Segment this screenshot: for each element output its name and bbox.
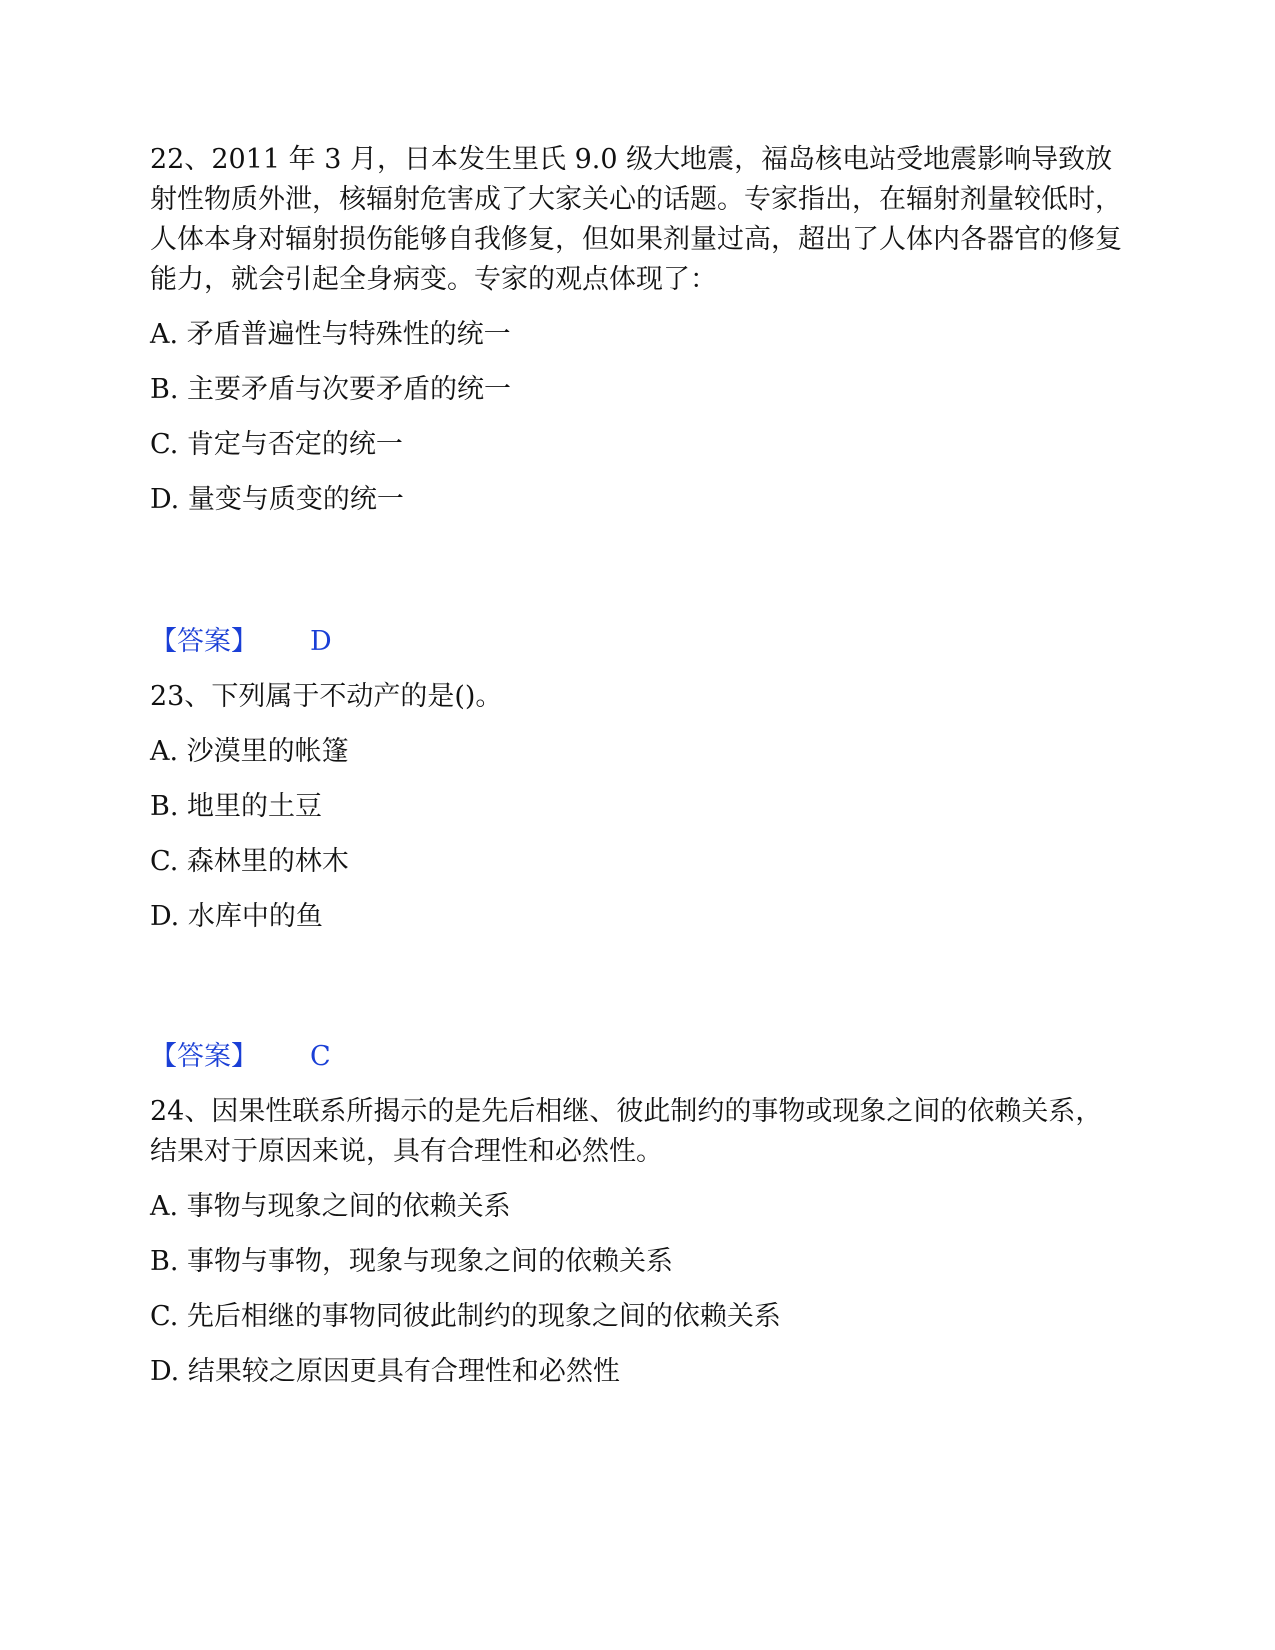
option-d: D. 水库中的鱼 (150, 901, 323, 932)
answer-22 (150, 622, 332, 662)
option-a: A. 沙漠里的帐篷 (150, 736, 349, 767)
answer-value: C (310, 1041, 331, 1072)
option-b: B. 主要矛盾与次要矛盾的统一 (150, 374, 512, 405)
answer-23 (150, 1037, 331, 1077)
answer-label: 【答案】 (150, 626, 258, 657)
question-22 (150, 140, 1125, 300)
answer-value: D (310, 626, 332, 657)
option-d: D. 量变与质变的统一 (150, 484, 404, 515)
question-24 (150, 1092, 1125, 1172)
option-b: B. 事物与事物，现象与现象之间的依赖关系 (150, 1246, 674, 1277)
question-23 (150, 677, 1125, 717)
option-c: C. 肯定与否定的统一 (150, 429, 403, 460)
option-d: D. 结果较之原因更具有合理性和必然性 (150, 1356, 620, 1387)
question-stem: 22、2011 年 3 月，日本发生里氏 9.0 级大地震，福岛核电站受地震影响导致放射性物质外泄，核辐射危害成了大家关心的话题。专家指出，在辐射剂量较低时，人体本身对辐射损伤能够自我修复，但如果剂量过高，超出了人体内各器官的修复能力，就会引起全身病变。专家的观点体现了： (150, 144, 1122, 295)
option-a: A. 矛盾普遍性与特殊性的统一 (150, 319, 511, 350)
option-a: A. 事物与现象之间的依赖关系 (150, 1191, 511, 1222)
option-b: B. 地里的土豆 (150, 791, 323, 822)
answer-label: 【答案】 (150, 1041, 258, 1072)
question-stem: 23、下列属于不动产的是()。 (150, 681, 503, 712)
question-stem: 24、因果性联系所揭示的是先后相继、彼此制约的事物或现象之间的依赖关系，结果对于原因来说，具有合理性和必然性。 (150, 1096, 1103, 1167)
option-c: C. 森林里的林木 (150, 846, 349, 877)
option-c: C. 先后相继的事物同彼此制约的现象之间的依赖关系 (150, 1301, 781, 1332)
